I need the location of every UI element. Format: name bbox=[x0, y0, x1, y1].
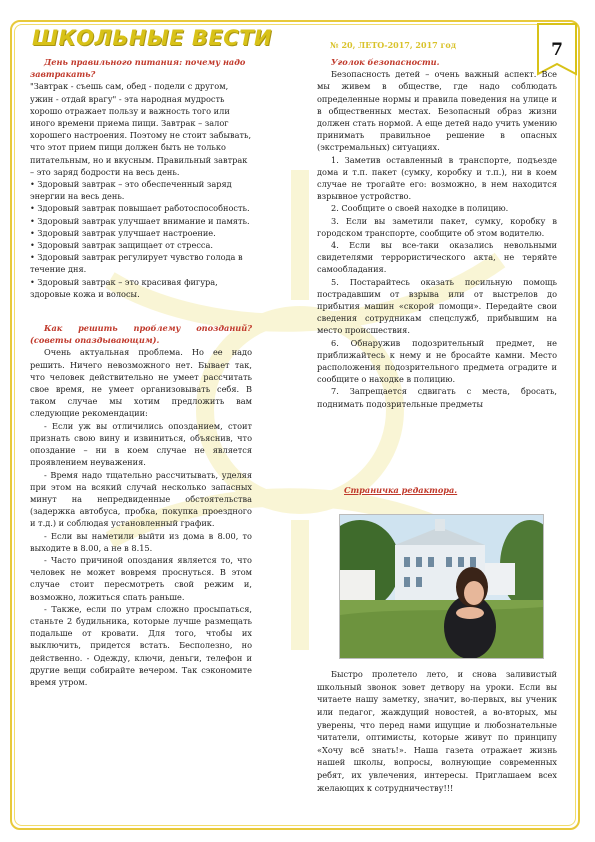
bullet-item: • Здоровый завтрак – это красивая фигура, здоровые кожа и волосы. bbox=[30, 276, 218, 299]
safety-item: 3. Если вы заметили пакет, сумку, коробку в городском транспорте, сообщите об этом водителю. bbox=[317, 215, 557, 238]
lateness-tip: - Часто причиной опоздания является то, что человек не может вовремя проснуться. В этом случае стоит пересмотреть свой режим и, возможно, ложиться спать раньше. bbox=[30, 554, 252, 602]
safety-item: 1. Заметив оставленный в транспорте, подъезде дома и т.п. пакет (сумку, коробку и т.п.), ни в коем случае не трогайте его: возможно, в нем находится взрывное устройство. bbox=[317, 154, 557, 202]
editor-page-heading: Страничка редактора. bbox=[344, 485, 458, 495]
school-building-photo bbox=[340, 515, 543, 658]
safety-intro: Безопасность детей – очень важный аспект. Все мы живем в обществе, где надо соблюдать определенные нормы и правила поведения на улице и в общественных местах. Безопасный образ жизни должен стать нормой. А еще детей надо учить умению принимать правильное решение в опасных (экстремальных) ситуациях. bbox=[317, 69, 557, 153]
bullet-item: • Здоровый завтрак улучшает внимание и память. bbox=[30, 215, 250, 226]
safety-item: 7. Запрещается сдвигать с места, бросать, поднимать подозрительные предметы bbox=[317, 386, 557, 409]
article-title-lateness: Как решить проблему опозданий? (советы опаздывающим). bbox=[30, 323, 252, 346]
newspaper-masthead: ШКОЛЬНЫЕ ВЕСТИ bbox=[32, 26, 273, 50]
lateness-tip: - Также, если по утрам сложно просыпаться, станьте 2 будильника, которые лучше размещать подальше от кровати. Для того, чтобы их выключить, придется встать. Бесполезно, но действенно. - Одежду, ключи, деньги, телефон и другие вещи собирайте вечером. Так сэкономите время утром. bbox=[30, 603, 252, 687]
lateness-tip: - Если вы наметили выйти из дома в 8.00, то выходите в 8.00, а не в 8.15. bbox=[30, 530, 252, 553]
safety-item: 6. Обнаружив подозрительный предмет, не приближайтесь к нему и не бросайте камни. Место расположения подозрительного предмета оградите и сообщите о находке в полицию. bbox=[317, 337, 557, 385]
left-column bbox=[30, 56, 252, 688]
editor-message: Быстро пролетело лето, и снова заливистый школьный звонок зовет детвору на уроки. Если вы читаете нашу заметку, значит, во-первых, вы ученик или педагог, жаждущий новостей, а во-вторых, мы уверены, что перед нами ищущие и любознательные читатели, оптимисты, которые живут по принципу «Хочу всё знать!». Наша газета отражает жизнь нашей школы, вопросы, волнующие современных ребят, их увлечения, интересы. Приглашаем всех желающих к сотрудничеству!!! bbox=[317, 669, 557, 793]
lateness-intro: Очень актуальная проблема. Но ее надо решить. Ничего невозможного нет. Бывает так, что человек действительно не умеет рассчитать свое время, не умеет организовывать себя. В таком случае мы хотим предложить вам следующие рекомендации: bbox=[30, 347, 252, 419]
right-column bbox=[317, 56, 557, 410]
article-title-safety: Уголок безопасности. bbox=[331, 57, 440, 67]
safety-item: 2. Сообщите о своей находке в полицию. bbox=[331, 203, 509, 214]
breakfast-intro: "Завтрак - съешь сам, обед - подели с другом, ужин - отдай врагу" - эта народная мудрость хорошо отражает пользу и важность того или иного времени приема пищи. Завтрак – залог хорошего настроения. Поэтому не стоит забывать, что этот прием пищи должен быть не только питательным, но и вкусным. Правильный завтрак – это заряд бодрости на весь день. bbox=[30, 81, 252, 177]
safety-item: 4. Если вы все-таки оказались невольными свидетелями террористического акта, не теряйте самообладания. bbox=[317, 240, 557, 275]
safety-item: 5. Постарайтесь оказать посильную помощь пострадавшим от взрыва или от выстрелов до прибытия машин «скорой помощи». Передайте свои сведения сотрудникам спецслужб, прибывшим на место происшествия. bbox=[317, 276, 557, 336]
page-number: 7 bbox=[551, 40, 563, 60]
editor-photo bbox=[339, 514, 544, 659]
article-title-breakfast: День правильного питания: почему надо завтракать? bbox=[30, 57, 246, 80]
bullet-item: • Здоровый завтрак – это обеспеченный заряд энергии на весь день. bbox=[30, 179, 232, 202]
issue-info: № 20, ЛЕТО-2017, 2017 год bbox=[330, 40, 457, 50]
bullet-item: • Здоровый завтрак регулирует чувство голода в течение дня. bbox=[30, 252, 243, 275]
bullet-item: • Здоровый завтрак улучшает настроение. bbox=[30, 227, 216, 238]
bullet-item: • Здоровый завтрак защищает от стресса. bbox=[30, 240, 213, 251]
bullet-item: • Здоровый завтрак повышает работоспособность. bbox=[30, 203, 250, 214]
lateness-tip: - Время надо тщательно рассчитывать, уделяя при этом на всякий случай несколько запасных минут на непредвиденные обстоятельства (задержка автобуса, пробка, покупка проездного и т.д.) и соблюдая установленный график. bbox=[30, 469, 252, 529]
lateness-tip: - Если уж вы отличились опозданием, стоит признать свою вину и извиниться, объяснив, что опоздание – ни в коем случае не является проявлением неуважения. bbox=[30, 420, 252, 468]
